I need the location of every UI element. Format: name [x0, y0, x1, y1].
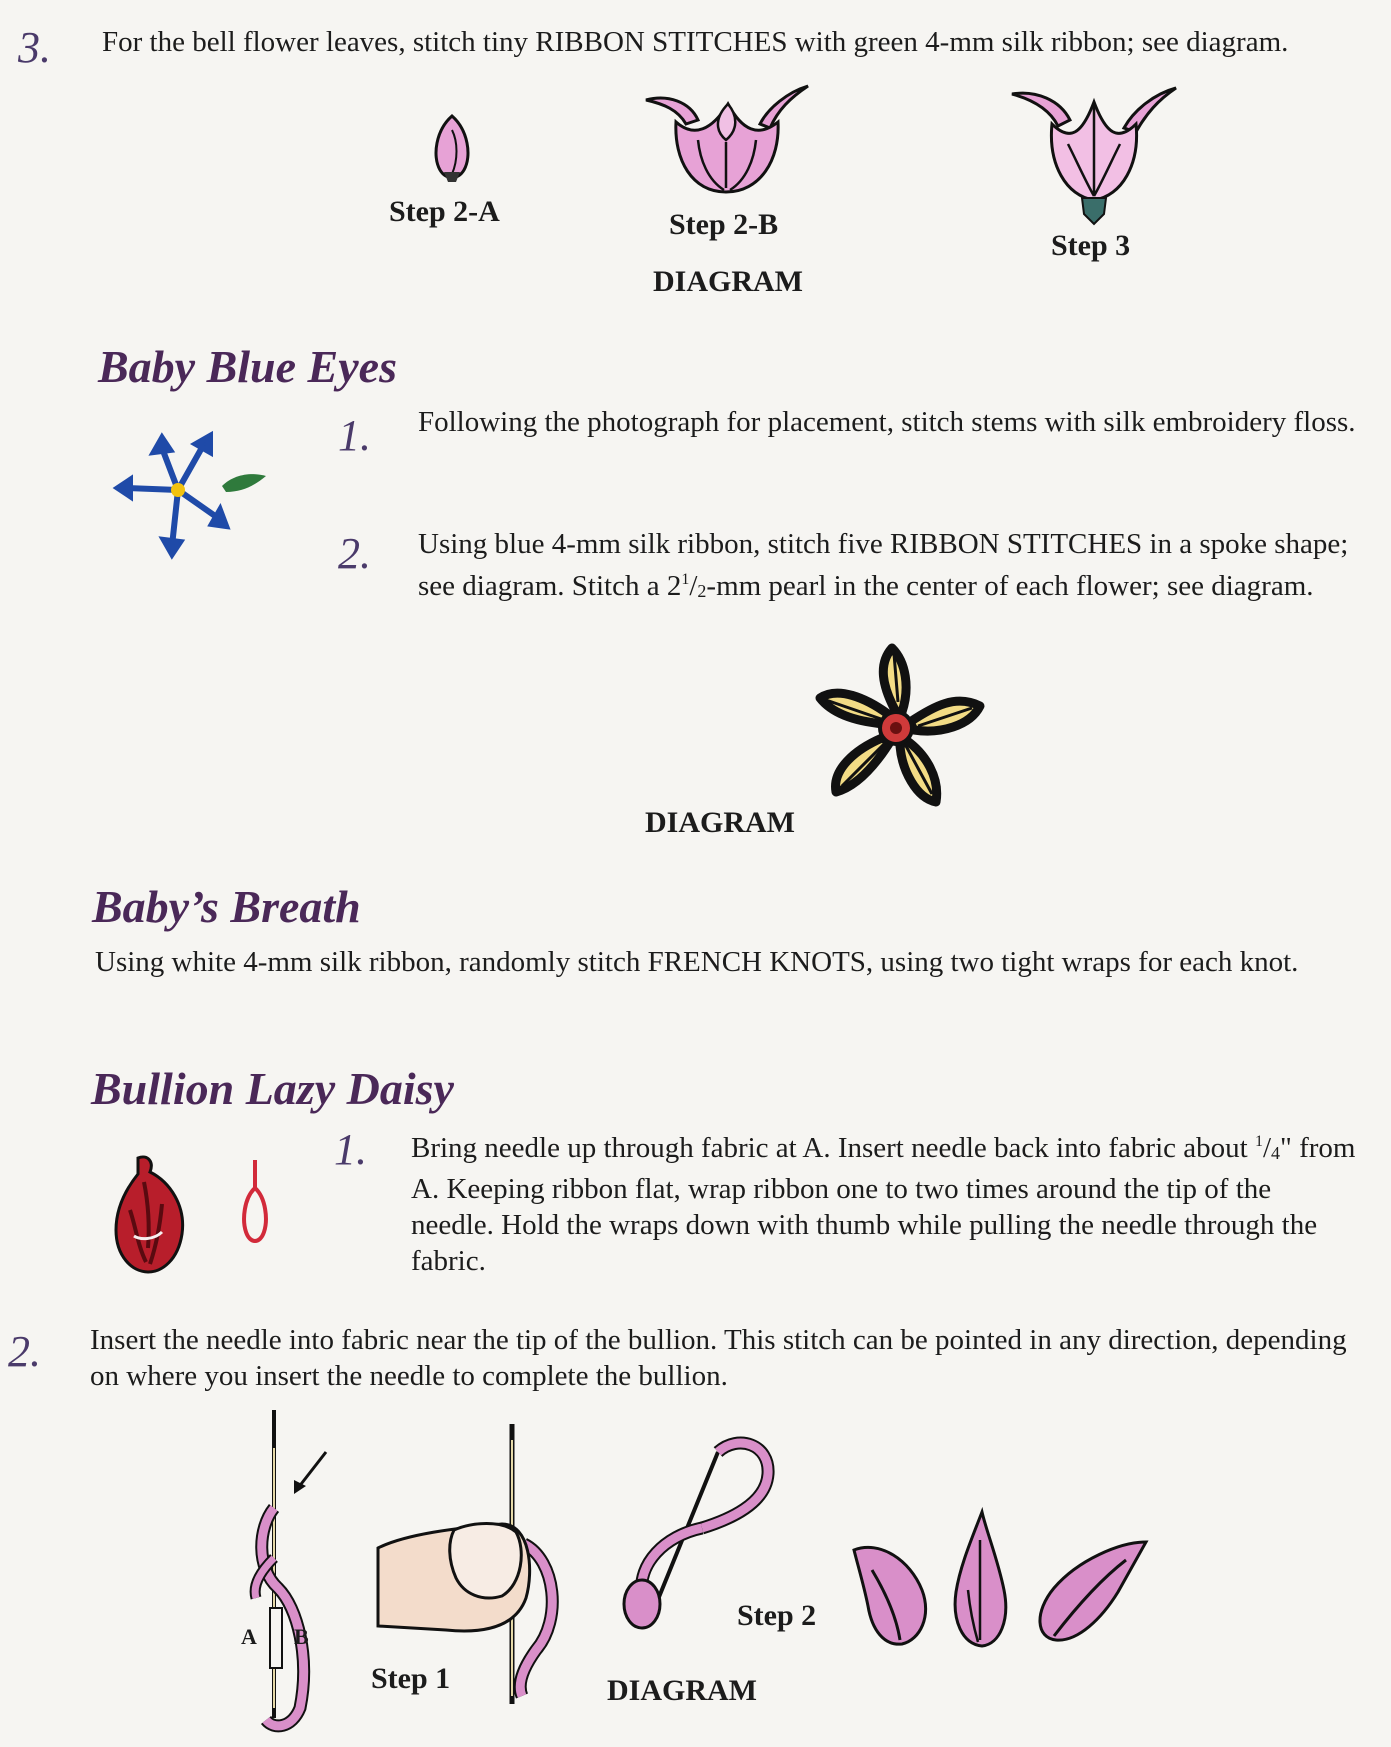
bullion-petal-illustration-2: [950, 1510, 1010, 1650]
step-3-label: Step 3: [1051, 229, 1131, 262]
bullion-petal-illustration-3: [1030, 1540, 1150, 1644]
needle-ab-illustration: [238, 1408, 338, 1738]
step-number: 2.: [8, 1327, 41, 1376]
bullion-red-loop-illustration: [240, 1158, 270, 1248]
baby-blue-eyes-step-2-text: Using blue 4-mm silk ribbon, stitch five RIBBON STITCHES in a spoke shape; see diagram. Stitch a $2^1/_2-mm$ pearl in the center of each flower; see diagram.: [418, 528, 1349, 602]
step-2a-label: Step 2-A: [389, 195, 500, 228]
bell-flower-instructions: For the bell flower leaves, stitch tiny RIBBON STITCHES with green 4-mm silk ribbon; see diagram.: [102, 26, 1289, 58]
bell-flower-step-2b-illustration: [638, 80, 816, 200]
diagram-label: DIAGRAM: [645, 806, 795, 839]
step-number: 3.: [18, 23, 51, 72]
step-number: 2.: [338, 529, 371, 578]
bell-flower-step-3-illustration: [1008, 84, 1180, 234]
point-a-label: A: [241, 1624, 257, 1649]
baby-blue-eyes-heading: Baby Blue Eyes: [98, 341, 397, 392]
bullion-petal-illustration-1: [850, 1540, 930, 1648]
point-b-label: B: [294, 1624, 309, 1649]
diagram-label: DIAGRAM: [653, 265, 803, 298]
blue-eyes-flower-illustration: [118, 434, 270, 558]
babys-breath-heading: Baby’s Breath: [92, 881, 361, 932]
blue-eyes-diagram-flower-illustration: [806, 642, 996, 818]
step-2b-label: Step 2-B: [669, 208, 779, 241]
step-number: 1.: [334, 1125, 367, 1174]
step-1-label: Step 1: [371, 1662, 451, 1695]
bullion-lazy-daisy-heading: Bullion Lazy Daisy: [91, 1063, 454, 1114]
step-number: 1.: [338, 411, 371, 460]
bullion-red-bud-illustration: [110, 1152, 190, 1276]
step-2-label: Step 2: [737, 1599, 817, 1632]
diagram-label: DIAGRAM: [607, 1674, 757, 1707]
bullion-step-1-text: Bring needle up through fabric at A. Insert needle back into fabric about $^1/_4$" from A. Keeping ribbon flat, wrap ribbon one to two times around the tip of the needle. Hold the wraps down with thumb while pulling the needle through the fabric.: [411, 1132, 1356, 1277]
bell-bud-step-2a-illustration: [428, 112, 476, 184]
babys-breath-instructions: Using white 4-mm silk ribbon, randomly stitch FRENCH KNOTS, using two tight wraps for each knot.: [95, 946, 1299, 978]
bullion-step-2-text: Insert the needle into fabric near the tip of the bullion. This stitch can be pointed in any direction, depending on where you insert the needle to complete the bullion.: [90, 1324, 1347, 1392]
baby-blue-eyes-step-1-text: Following the photograph for placement, stitch stems with silk embroidery floss.: [418, 406, 1356, 438]
